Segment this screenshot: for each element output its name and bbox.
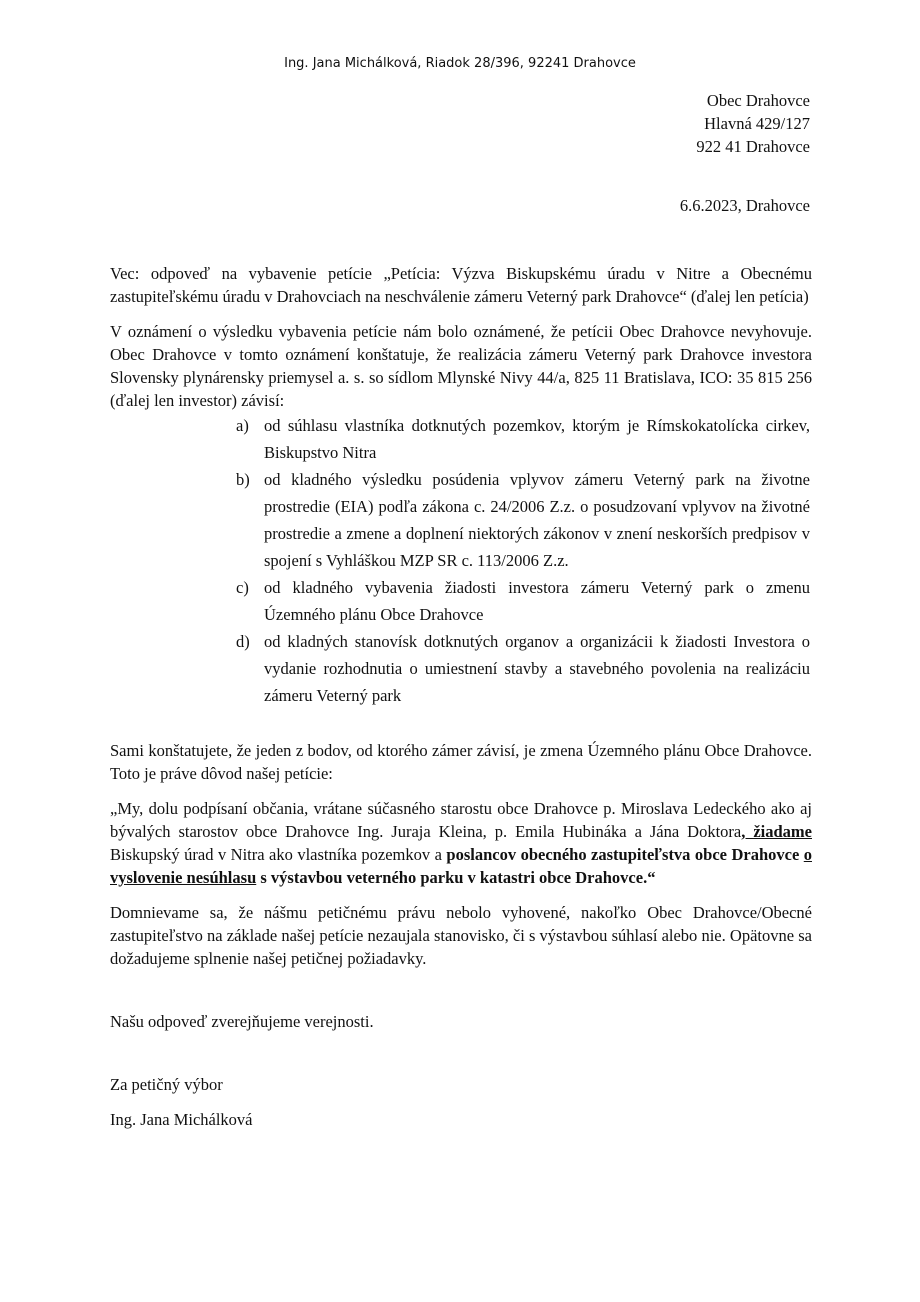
quote-part-5: o vyslovenie nesúhlasu <box>110 845 812 887</box>
quote-part-2: , žiadame <box>741 822 812 841</box>
list-item-label: c) <box>236 578 249 597</box>
recipient-address <box>696 89 810 158</box>
paragraph-public: Našu odpoveď zverejňujeme verejnosti. <box>110 1012 374 1031</box>
list-item-text: od kladného vybavenia žiadosti investora zámeru Veterný park o zmenu Územného plánu Obce Drahovce <box>264 578 810 624</box>
list-item <box>236 466 810 574</box>
list-item-label: d) <box>236 632 250 651</box>
spacer <box>110 709 812 739</box>
conditions-list <box>236 412 810 709</box>
list-item-text: od kladného výsledku posúdenia vplyvov zámeru Veterný park na životne prostredie (EIA) podľa zákona c. 24/2006 Z.z. o posudzovaní vplyvov na životné prostredie a zmene a doplnení niektorých zákonov v znení neskorších predpisov v spojení s Vyhláškou MZP SR c. 113/2006 Z.z. <box>264 470 810 570</box>
petition-quote <box>110 797 812 889</box>
recipient-line-2: Hlavná 429/127 <box>704 114 810 133</box>
list-item-label: a) <box>236 416 249 435</box>
subject-line: Vec: odpoveď na vybavenie petície „Petícia: Výzva Biskupskému úradu v Nitre a Obecnému zastupiteľskému úradu v Drahovciach na neschválenie zámeru Veterný park Drahovce“ (ďalej len petícia) <box>110 264 812 306</box>
quote-part-4: poslancov obecného zastupiteľstva obce Drahovce <box>446 845 804 864</box>
quote-part-3: Biskupský úrad v Nitra ako vlastníka pozemkov a <box>110 845 447 864</box>
recipient-line-1: Obec Drahovce <box>706 91 810 110</box>
list-item <box>236 628 810 709</box>
quote-part-1: „My, dolu podpísaní občania, vrátane súčasného starostu obce Drahovce p. Miroslava Ledeckého ako aj bývalých starostov obce Drahovce Ing. Juraja Kleina, p. Emila Hubináka a Jána Doktora <box>110 799 812 841</box>
quote-part-6: s výstavbou veterného parku v katastri obce Drahovce.“ <box>256 868 656 887</box>
list-item <box>236 412 810 466</box>
recipient-line-3: 922 41 Drahovce <box>696 137 810 156</box>
date-place: 6.6.2023, Drahovce <box>679 196 810 215</box>
list-item-label: b) <box>236 470 250 489</box>
list-item <box>236 574 810 628</box>
paragraph-point: Sami konštatujete, že jeden z bodov, od ktorého zámer závisí, je zmena Územného plánu Obce Drahovce. Toto je práve dôvod našej petície: <box>110 741 812 783</box>
paragraph-notice: V oznámení o výsledku vybavenia petície nám bolo oznámené, že petícii Obec Drahovce nevyhovuje. Obec Drahovce v tomto oznámení konštatuje, že realizácia zámeru Veterný park Drahovce investora Slovensky plynárensky priemysel a. s. so sídlom Mlynské Nivy 44/a, 825 11 Bratislava, ICO: 35 815 256 (ďalej len investor) závisí: <box>110 322 812 410</box>
closing-line: Za petičný výbor <box>110 1075 223 1094</box>
list-item-text: od súhlasu vlastníka dotknutých pozemkov, ktorým je Rímskokatolícka cirkev, Biskupstvo Nitra <box>264 416 810 462</box>
signature-name: Ing. Jana Michálková <box>110 1110 253 1129</box>
sender-header: Ing. Jana Michálková, Riadok 28/396, 92241 Drahovce <box>284 56 636 71</box>
paragraph-conclusion: Domnievame sa, že nášmu petičnému právu nebolo vyhovené, nakoľko Obec Drahovce/Obecné zastupiteľstvo na základe našej petície nezaujala stanovisko, či s výstavbou súhlasí alebo nie. Opätovne sa dožadujeme splnenie našej petičnej požiadavky. <box>110 903 812 968</box>
letter-body <box>110 262 812 1131</box>
list-item-text: od kladných stanovísk dotknutých organov a organizácii k žiadosti Investora o vydanie rozhodnutia o umiestnení stavby a stavebného povolenia na realizáciu zámeru Veterný park <box>264 632 810 705</box>
